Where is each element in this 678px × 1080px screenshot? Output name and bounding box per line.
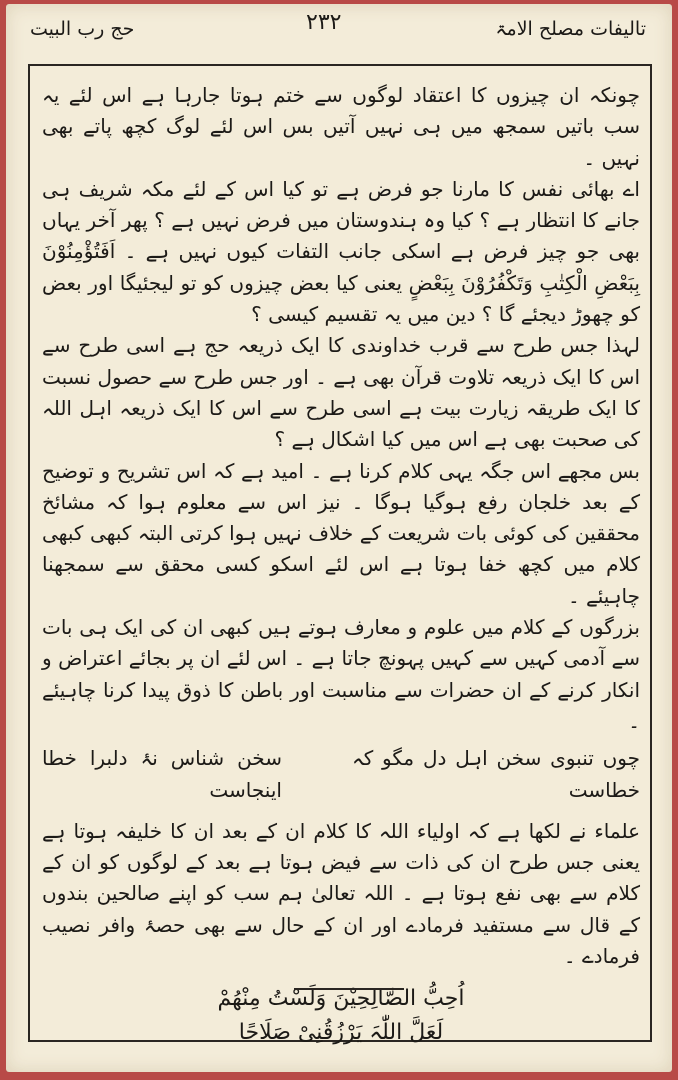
book-page [6, 4, 672, 1072]
persian-couplet [42, 743, 640, 806]
paragraph: بزرگوں کے کلام میں علوم و معارف ہوتے ہیں کبھی ان کی ایک ہی بات سے آدمی کہیں سے کہیں پہونچ جاتا ہے ۔ اس لئے ان پر بجائے اعتراض و انکار کرنے کے ان حضرات سے مناسبت اور باطن کا ذوق پیدا کرنا چاہیئے ۔ [42, 615, 640, 733]
closing-divider [294, 988, 404, 990]
couplet-hemistich-1: چوں تنبوی سخن اہل دل مگو کہ خطاست [351, 746, 640, 802]
arabic-verse [42, 982, 640, 1050]
page-header [6, 4, 672, 64]
couplet-hemistich-2: سخن شناس نۂ دلبرا خطا اینجاست [42, 746, 282, 802]
chapter-title: حج رب البیت [30, 18, 135, 40]
body-text [42, 80, 640, 1050]
paragraph: چونکہ ان چیزوں کا اعتقاد لوگوں سے ختم ہوتا جارہا ہے اس لئے یہ سب باتیں سمجھ میں ہی نہیں آتیں بس اس لئے لوگ کچھ پاتے بھی نہیں ۔ [42, 83, 640, 170]
paragraph: بس مجھے اس جگہ یہی کلام کرنا ہے ۔ امید ہے کہ اس تشریح و توضیح کے بعد خلجان رفع ہوگیا ہوگا ۔ نیز اس سے معلوم ہوا کہ مشائخ محققین کی کوئی بات شریعت کے خلاف نہیں ہوا کرتی البتہ کبھی کبھی کلام میں کچھ خفا ہوتا ہے اس لئے اسکو کسی محقق سے سمجھنا چاہیئے ۔ [42, 458, 640, 608]
arabic-verse-line-1: اُحِبُّ الصَّالِحِیْنَ وَلَسْتُ مِنْھُمْ [217, 986, 465, 1012]
paragraph: اے بھائی نفس کا مارنا جو فرض ہے تو کیا اس کے لئے مکہ شریف ہی جانے کا انتظار ہے ؟ کیا وہ ہندوستان میں فرض نہیں ہے ؟ پھر آخر یہاں بھی جو چیز فرض ہے اسکی جانب التفات کیوں نہیں ہے ۔ اَفَتُؤْمِنُوْنَ بِبَعْضِ الْکِتٰبِ وَتَکْفُرُوْنَ بِبَعْضٍ یعنی کیا بعض چیزوں کو تو لیجئیگا اور بعض کو چھوڑ دیجئے گا ؟ دین میں یہ تقسیم کیسی ؟ [42, 176, 640, 327]
closing-paragraph: علماء نے لکھا ہے کہ اولیاء اللہ کا کلام ان کے بعد ان کا خلیفہ ہوتا ہے یعنی جس طرح ان کی ذات سے فیض ہوتا ہے بعد کے لوگوں کو ان کے کلام سے بھی نفع ہوتا ہے ۔ اللہ تعالیٰ ہم سب کو اپنے صالحین بندوں کے قال سے مستفید فرمادے اور ان کے حال سے بھی حصۂ وافر نصیب فرمادے ۔ [42, 818, 640, 969]
paragraph: لہذا جس طرح سے قرب خداوندی کا ایک ذریعہ حج ہے اسی طرح سے اس کا ایک ذریعہ تلاوت قرآن بھی ہے ۔ اور جس طرح سے حصول نسبت کا ایک طریقہ زیارت بیت ہے اسی طرح سے اس کا ایک ذریعہ اہل اللہ کی صحبت بھی ہے اس میں کیا اشکال ہے ؟ [42, 333, 640, 452]
book-title: تالیفات مصلح الامۃ [495, 18, 646, 40]
arabic-verse-line-2: لَعَلَّ اللّٰہَ یَرْزُقُنِیْ صَلَاحًا [238, 1020, 444, 1046]
text-frame [28, 64, 652, 1046]
page-number: ۲۳۲ [306, 10, 342, 35]
